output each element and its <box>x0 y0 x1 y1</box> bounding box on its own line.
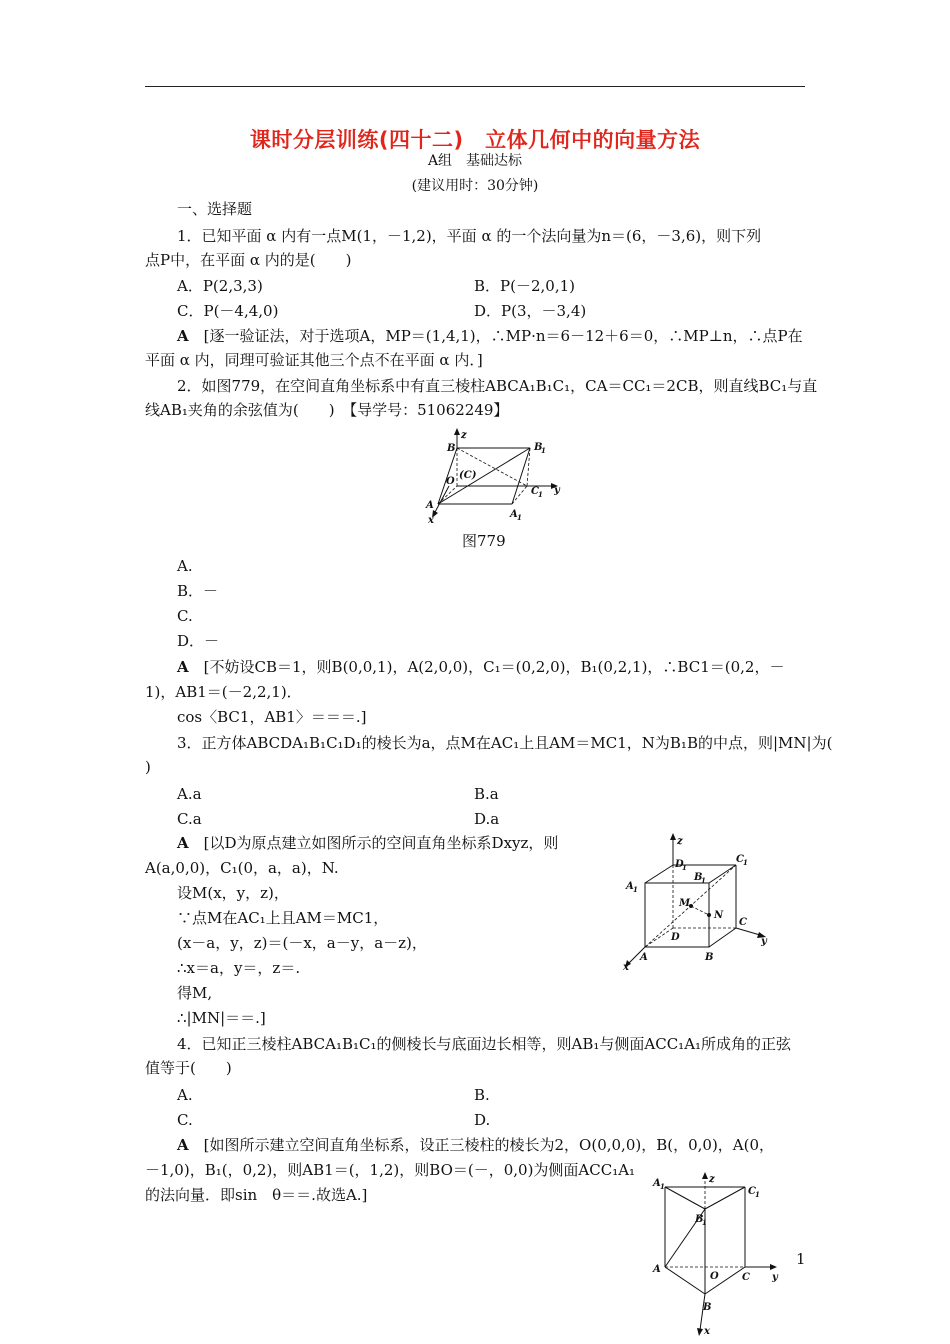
q1-option-c: C．P(－4,4,0) <box>177 302 279 320</box>
q2-answer-text: [不妨设CB＝1，则B(0,0,1)，A(2,0,0)，C₁＝(0,2,0)，B₁(0,2,1)，∴BC1＝(0,2，－ <box>203 658 785 676</box>
label-x: x <box>704 1326 710 1337</box>
point-n <box>707 913 711 917</box>
q4-option-d: D. <box>474 1111 491 1129</box>
label-b: B <box>705 952 714 963</box>
x-arrowhead <box>697 1328 703 1336</box>
edge-b-c <box>709 928 736 947</box>
y-arrowhead <box>770 1264 777 1270</box>
q3-answer-letter: A <box>177 834 189 852</box>
q1-stem-line2: 点P中，在平面 α 内的是( ) <box>145 251 352 269</box>
q4-answer-line3: 的法向量．即sin θ＝＝.故选A.] <box>145 1186 368 1204</box>
label-b1-sub: 1 <box>701 876 706 885</box>
q3-option-d: D.a <box>474 810 500 828</box>
header-rule <box>145 86 805 87</box>
edge-d-a-hidden <box>645 928 673 947</box>
label-c: (C) <box>459 470 477 481</box>
q3-answer-line7: 得M, <box>177 984 213 1002</box>
q2-stem-line1: 2．如图779，在空间直角坐标系中有直三棱柱ABCA₁B₁C₁，CA＝CC₁＝2CB，则直线BC₁与直 <box>177 377 818 395</box>
figure-779-prism <box>420 428 570 526</box>
label-o: O <box>710 1271 719 1282</box>
q3-answer-line1 <box>177 833 558 853</box>
q2-answer-letter: A <box>177 658 189 676</box>
label-d1: D <box>675 859 684 870</box>
label-c: C <box>739 917 747 928</box>
q2-option-c: C. <box>177 607 193 625</box>
label-x: x <box>428 515 434 526</box>
label-b1-sub: 1 <box>702 1218 707 1227</box>
q4-answer-text: [如图所示建立空间直角坐标系，设正三棱柱的棱长为2，O(0,0,0)，B(，0,0)，A(0， <box>203 1136 775 1154</box>
q3-answer-line3: 设M(x，y，z)， <box>177 884 289 902</box>
q3-stem-line2: ) <box>145 758 151 776</box>
edge-c1-b1 <box>705 1187 745 1209</box>
q1-option-a: A．P(2,3,3) <box>177 277 263 295</box>
q3-answer-text: [以D为原点建立如图所示的空间直角坐标系Dxyz，则 <box>203 834 559 852</box>
label-b1: B <box>534 442 543 453</box>
label-n: N <box>714 910 724 921</box>
label-c1-sub: 1 <box>743 858 748 867</box>
label-b: B <box>703 1302 712 1313</box>
q1-option-d: D．P(3，－3,4) <box>474 302 587 320</box>
label-z: z <box>709 1174 715 1185</box>
label-c1-sub: 1 <box>538 490 543 499</box>
label-x: x <box>623 962 629 972</box>
label-b1: B <box>695 1214 704 1225</box>
q4-answer-letter: A <box>177 1136 189 1154</box>
label-a1-sub: 1 <box>660 1182 665 1191</box>
edge-a1-b1 <box>665 1187 705 1209</box>
label-z: z <box>461 430 467 441</box>
q4-option-b: B. <box>474 1086 490 1104</box>
q3-option-a: A.a <box>177 785 202 803</box>
edge-b1-a1 <box>512 448 530 504</box>
q1-answer-line2: 平面 α 内，同理可验证其他三个点不在平面 α 内．] <box>145 351 483 369</box>
edge-a-b <box>665 1267 705 1294</box>
figure-triangular-prism <box>650 1172 786 1338</box>
label-z: z <box>677 836 683 847</box>
label-o: O <box>446 476 455 487</box>
q3-answer-line6: ∴x＝a，y＝，z＝. <box>177 959 301 977</box>
time-hint: (建议用时：30分钟) <box>411 178 539 194</box>
label-y: y <box>761 936 767 947</box>
label-y: y <box>554 485 560 496</box>
label-c: C <box>742 1272 750 1283</box>
label-a1-sub: 1 <box>633 885 638 894</box>
z-arrowhead <box>454 428 460 435</box>
edge-b1-c1 <box>709 865 736 883</box>
q4-answer-line2: －1,0)，B₁(，0,2)，则AB1＝(，1,2)，则BO＝(－，0,0)为侧面ACC₁A₁ <box>145 1161 636 1179</box>
q4-stem-line2: 值等于( ) <box>145 1059 232 1077</box>
label-d: D <box>671 932 680 943</box>
label-c1: C <box>531 486 539 497</box>
page-number: 1 <box>796 1250 806 1268</box>
label-a1: A <box>653 1178 661 1189</box>
q2-answer-line1 <box>177 657 784 677</box>
q4-option-c: C. <box>177 1111 193 1129</box>
q4-option-a: A. <box>177 1086 193 1104</box>
q4-stem-line1: 4．已知正三棱柱ABCA₁B₁C₁的侧棱长与底面边长相等，则AB₁与侧面ACC₁A₁所成角的正弦 <box>177 1035 792 1053</box>
page-title: 课时分层训练(四十二) 立体几何中的向量方法 <box>249 128 701 152</box>
figure-779-caption: 图779 <box>462 532 506 550</box>
edge-a1-c1-hidden <box>512 486 527 504</box>
q4-answer-line1 <box>177 1135 774 1155</box>
q3-answer-line2: A(a,0,0)，C₁(0，a，a)，N. <box>145 859 339 877</box>
x-axis <box>434 486 449 514</box>
group-label: A组 基础达标 <box>427 153 523 169</box>
q3-stem-line1: 3．正方体ABCDA₁B₁C₁D₁的棱长为a，点M在AC₁上且AM＝MC1，N为B₁B的中点，则|MN|为( <box>177 734 833 752</box>
figure-cube <box>618 830 776 972</box>
q3-option-c: C.a <box>177 810 202 828</box>
q3-answer-line4: ∵点M在AC₁上且AM＝MC1， <box>177 909 389 927</box>
q2-option-b: B．－ <box>177 582 219 600</box>
edge-a1-d1 <box>645 865 673 883</box>
segment-mn-hidden <box>691 906 709 915</box>
label-c1-sub: 1 <box>755 1190 760 1199</box>
q1-stem-line1: 1．已知平面 α 内有一点M(1，－1,2)，平面 α 的一个法向量为n＝(6，－3,6)，则下列 <box>177 227 762 245</box>
label-a1: A <box>510 509 518 520</box>
label-b: B <box>447 443 456 454</box>
q3-answer-line8: ∴|MN|＝＝.] <box>177 1009 266 1027</box>
label-b1-sub: 1 <box>541 446 546 455</box>
z-arrowhead <box>702 1172 708 1179</box>
q1-answer-line1 <box>177 326 803 346</box>
q3-option-b: B.a <box>474 785 499 803</box>
q1-answer-text: [逐一验证法，对于选项A，MP＝(1,4,1)，∴MP·n＝6－12＋6＝0，∴MP⊥n，∴点P在 <box>203 327 803 345</box>
section-heading: 一、选择题 <box>177 200 253 218</box>
label-c1: C <box>748 1186 756 1197</box>
label-a1-sub: 1 <box>517 513 522 522</box>
label-a1: A <box>626 881 634 892</box>
q1-answer-letter: A <box>177 327 189 345</box>
label-y: y <box>772 1272 778 1283</box>
label-m: M <box>679 898 691 909</box>
q2-option-d: D．－ <box>177 632 220 650</box>
q1-option-b: B．P(－2,0,1) <box>474 277 575 295</box>
label-a: A <box>653 1264 661 1275</box>
q3-answer-line5: (x－a，y，z)＝(－x，a－y，a－z)， <box>177 934 427 952</box>
label-a: A <box>640 952 648 963</box>
q2-stem-line2: 线AB₁夹角的余弦值为( ) 【导学号：51062249】 <box>145 401 509 419</box>
label-d1-sub: 1 <box>682 863 687 872</box>
q2-answer-line2: 1)，AB1＝(－2,2,1)． <box>145 683 302 701</box>
label-a: A <box>426 500 434 511</box>
q2-answer-line3: cos〈BC1，AB1〉＝＝＝.] <box>177 708 367 726</box>
z-arrowhead <box>670 833 676 840</box>
label-c1: C <box>736 854 744 865</box>
q2-option-a: A. <box>177 557 193 575</box>
label-b1: B <box>694 872 703 883</box>
y-axis <box>736 928 760 935</box>
